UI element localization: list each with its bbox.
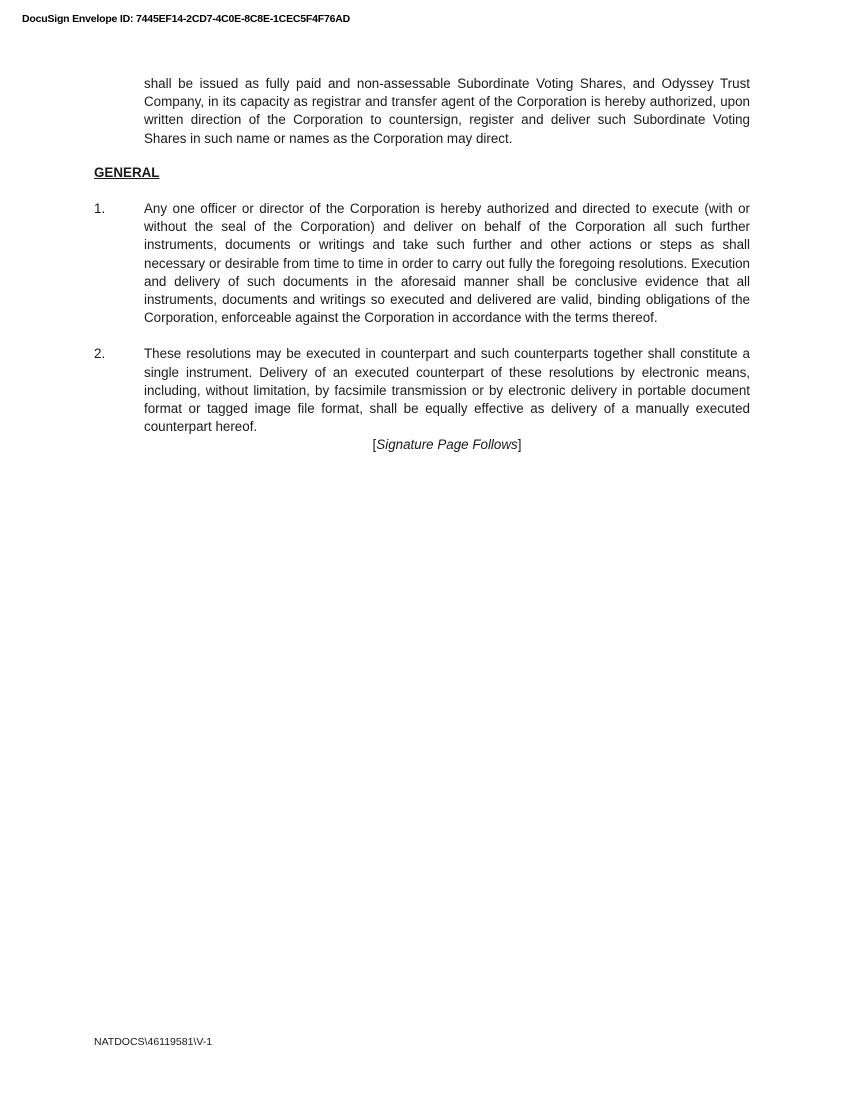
resolution-item-2 xyxy=(94,345,750,436)
resolution-list xyxy=(94,200,750,436)
signature-follows-text: Signature Page Follows xyxy=(376,437,518,453)
resolution-item-1 xyxy=(94,200,750,327)
item-text: Any one officer or director of the Corporation is hereby authorized and directed to execute (with or without the seal of the Corporation) and deliver on behalf of the Corporation all such further instruments, documents or writings and take such further and other actions or steps as shall necessary or desirable from time to time in order to carry out fully the foregoing resolutions. Execution and delivery of such documents in the aforesaid manner shall be conclusive evidence that all instruments, documents and writings so executed and delivered are valid, binding obligations of the Corporation, enforceable against the Corporation in accordance with the terms thereof. xyxy=(144,201,750,326)
footer-document-ref: NATDOCS\46119581\V-1 xyxy=(94,1036,213,1048)
intro-paragraph: shall be issued as fully paid and non-assessable Subordinate Voting Shares, and Odyssey Trust Company, in its capacity as registrar and transfer agent of the Corporation is hereby authorized, upon written direction of the Corporation to countersign, register and deliver such Subordinate Voting Shares in such name or names as the Corporation may direct. xyxy=(144,76,750,146)
open-bracket: [ xyxy=(372,437,377,453)
document-body xyxy=(94,75,750,455)
docusign-envelope-id: DocuSign Envelope ID: 7445EF14-2CD7-4C0E-8C8E-1CEC5F4F76AD xyxy=(22,13,351,25)
section-heading-general: GENERAL xyxy=(94,164,160,180)
close-bracket: ] xyxy=(517,437,522,453)
item-text: These resolutions may be executed in counterpart and such counterparts together shall constitute a single instrument. Delivery of an executed counterpart of these resolutions by electronic means, including, without limitation, by facsimile transmission or by electronic delivery in portable document format or tagged image file format, shall be equally effective as delivery of a manually executed counterpart hereof. xyxy=(144,346,750,435)
item-number: 1. xyxy=(94,201,106,217)
signature-page-follows xyxy=(94,436,750,454)
item-number: 2. xyxy=(94,346,106,362)
